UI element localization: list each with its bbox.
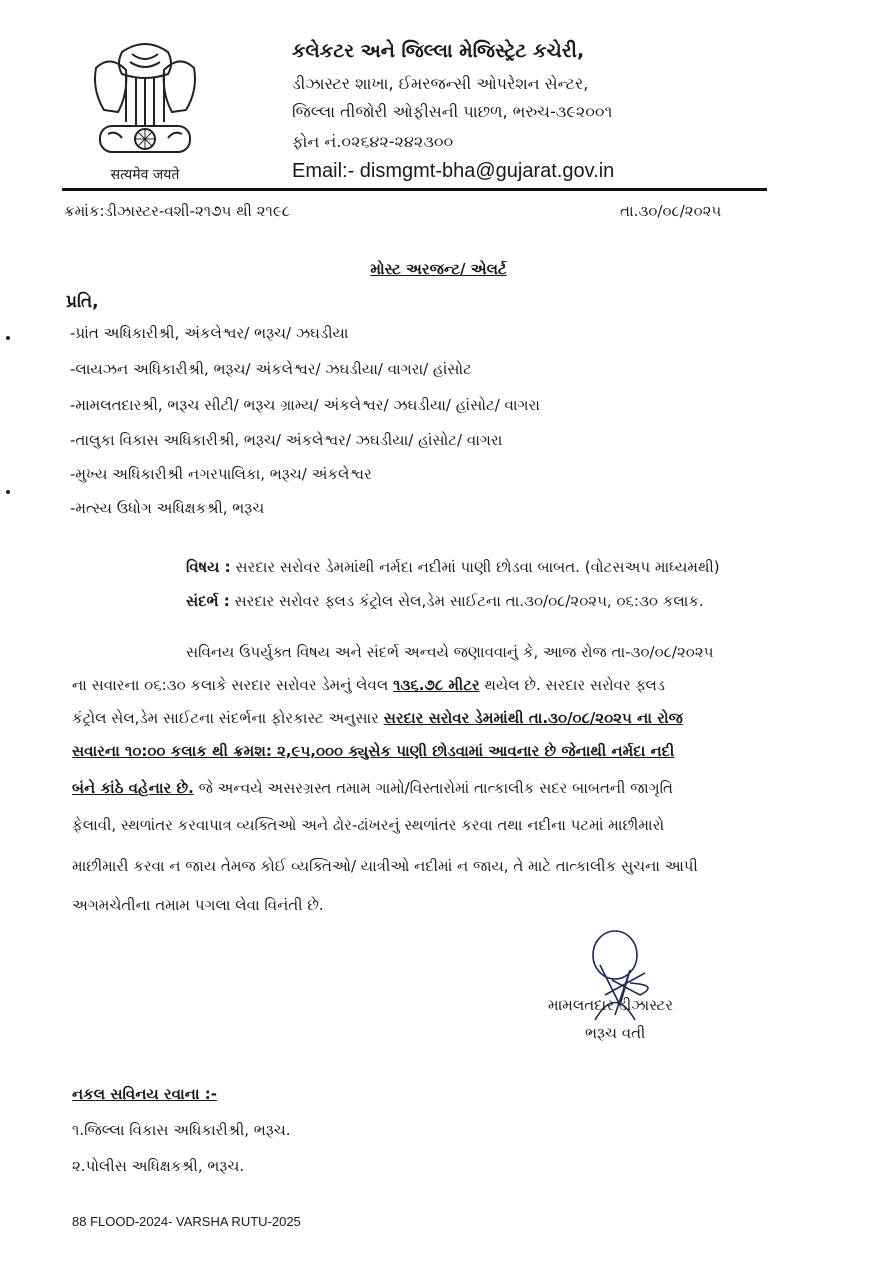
body-line: માછીમારી કરવા ન જાય તેમજ કોઈ વ્યક્તિઓ/ યાત્રીઓ નદીમાં ન જાય, તે માટે તાત્કાલીક સુચના આપી xyxy=(72,857,698,875)
letterhead-divider xyxy=(62,188,767,191)
office-name: કલેકટર અને જિલ્લા મેજિસ્ટ્રેટ કચેરી, xyxy=(292,40,585,62)
to-label: પ્રતિ, xyxy=(66,292,99,312)
body-line: અગમચેતીના તમામ પગલા લેવા વિનંતી છે. xyxy=(72,896,324,914)
subject-label: વિષય : xyxy=(186,558,231,576)
recipient: -પ્રાંત અધિકારીશ્રી, અંકલેશ્વર/ ભરૂચ/ ઝઘડીયા xyxy=(70,324,349,342)
body-line: સવિનય ઉપર્યુક્ત વિષય અને સંદર્ભ અન્વયે જણાવવાનું કે, આજ રોજ તા-૩૦/૦૮/૨૦૨૫ xyxy=(186,643,714,661)
dam-level: ૧૩૬.૭૮ મીટર xyxy=(392,676,480,694)
emblem-motto: सत्यमेव जयते xyxy=(110,167,180,183)
body-line xyxy=(72,772,814,805)
copy-to-item: ૧.જિલ્લા વિકાસ અધિકારીશ્રી, ભરૂચ. xyxy=(72,1121,291,1139)
body-line: ફેલાવી, સ્થળાંતર કરવાપાત્ર વ્યક્તિઓ અને ઢોર-ઢાંખરનું સ્થળાંતર કરવા તથા નદીના પટમાં માછીમારો xyxy=(72,816,665,834)
body-paragraph xyxy=(72,636,814,922)
letter-title xyxy=(0,260,877,278)
recipient: -તાલુકા વિકાસ અધિકારીશ્રી, ભરૂચ/ અંકલેશ્વર/ ઝઘડીયા/ હાંસોટ/ વાગરા xyxy=(70,431,503,449)
body-line xyxy=(72,702,814,735)
office-address: જિલ્લા તીજોરી ઓફીસની પાછળ, ભરુચ-૩૯૨૦૦૧ xyxy=(292,102,613,121)
letter-date: તા.૩૦/૦૮/૨૦૨૫ xyxy=(620,202,722,220)
branch-name: ડીઝાસ્ટર શાખા, ઈમરજન્સી ઓપરેશન સેન્ટર, xyxy=(292,74,589,93)
copy-to-heading: નકલ સવિનય રવાના :- xyxy=(72,1085,217,1103)
reference-line xyxy=(186,592,704,610)
signatory-title: મામલતદાર ડીઝાસ્ટર xyxy=(548,996,674,1014)
subject-line xyxy=(186,558,720,576)
release-notice: બંને કાંઠે વહેનાર છે. xyxy=(72,779,194,797)
reference-number: ક્રમાંક:ડીઝાસ્ટર-વશી-૨૧૭૫ થી ૨૧૯૮ xyxy=(64,202,290,220)
reference-text: સરદાર સરોવર ફ્લડ કંટ્રોલ સેલ,ડેમ સાઈટના તા.૩૦/૦૮/૨૦૨૫, ૦૬:૩૦ કલાક. xyxy=(229,592,704,610)
body-line xyxy=(72,735,814,768)
recipient: -મત્સ્ય ઉધોગ અધિક્ષકશ્રી, ભરૂચ xyxy=(70,499,265,517)
margin-mark xyxy=(6,336,10,340)
body-text: કંટ્રોલ સેલ,ડેમ સાઈટના સંદર્ભના ફોરકાસ્ટ અનુસાર xyxy=(72,709,384,727)
body-text: ના સવારના ૦૬:૩૦ કલાકે સરદાર સરોવર ડેમનું લેવલ xyxy=(72,676,393,694)
recipient: -મુખ્ય અધિકારીશ્રી નગરપાલિકા, ભરૂચ/ અંકલેશ્વર xyxy=(70,465,372,483)
office-email: Email:- dismgmt-bha@gujarat.gov.in xyxy=(292,160,615,182)
body-line xyxy=(72,669,814,702)
national-emblem xyxy=(82,34,208,184)
reference-label: સંદર્ભ : xyxy=(186,592,230,610)
office-phone: ફોન નં.૦૨૬૪૨-૨૪૨૩૦૦ xyxy=(292,132,454,151)
body-text: થયેલ છે. સરદાર સરોવર ફ્લડ xyxy=(479,676,666,694)
subject-text: સરદાર સરોવર ડેમમાંથી નર્મદા નદીમાં પાણી છોડવા બાબત. (વોટસઅપ માધ્યમથી) xyxy=(230,558,720,576)
release-notice: સવારના ૧૦:૦૦ કલાક થી ક્રમશ: ૨,૯૫,૦૦૦ ક્યુસેક પાણી છોડવામાં આવનાર છે જેનાથી નર્મદા નદી xyxy=(72,742,675,760)
recipient: -લાયઝન અધિકારીશ્રી, ભરૂચ/ અંકલેશ્વર/ ઝઘડીયા/ વાગરા/ હાંસોટ xyxy=(70,360,472,378)
copy-to-item: ૨.પોલીસ અધિક્ષકશ્રી, ભરૂચ. xyxy=(72,1157,245,1175)
recipient: -મામલતદારશ્રી, ભરૂચ સીટી/ ભરૂચ ગ્રામ્ય/ અંકલેશ્વર/ ઝઘડીયા/ હાંસોટ/ વાગરા xyxy=(70,396,540,414)
signatory-subtitle: ભરૂચ વતી xyxy=(585,1024,646,1042)
margin-mark xyxy=(6,490,10,494)
letter-title-text: મોસ્ટ અરજન્ટ/ એલર્ટ xyxy=(370,260,507,278)
release-notice: સરદાર સરોવર ડેમમાંથી તા.૩૦/૦૮/૨૦૨૫ ના રોજ xyxy=(383,709,683,727)
ashoka-lion-capital-icon xyxy=(82,34,208,164)
signature-scribble-icon xyxy=(560,925,730,1035)
file-footer: 88 FLOOD-2024- VARSHA RUTU-2025 xyxy=(72,1214,301,1229)
signature xyxy=(560,925,730,1035)
body-text: જે અન્વયે અસરગ્રસ્ત તમામ ગામો/વિસ્તારોમાં તાત્કાલીક સદર બાબતની જાગૃતિ xyxy=(193,779,673,797)
